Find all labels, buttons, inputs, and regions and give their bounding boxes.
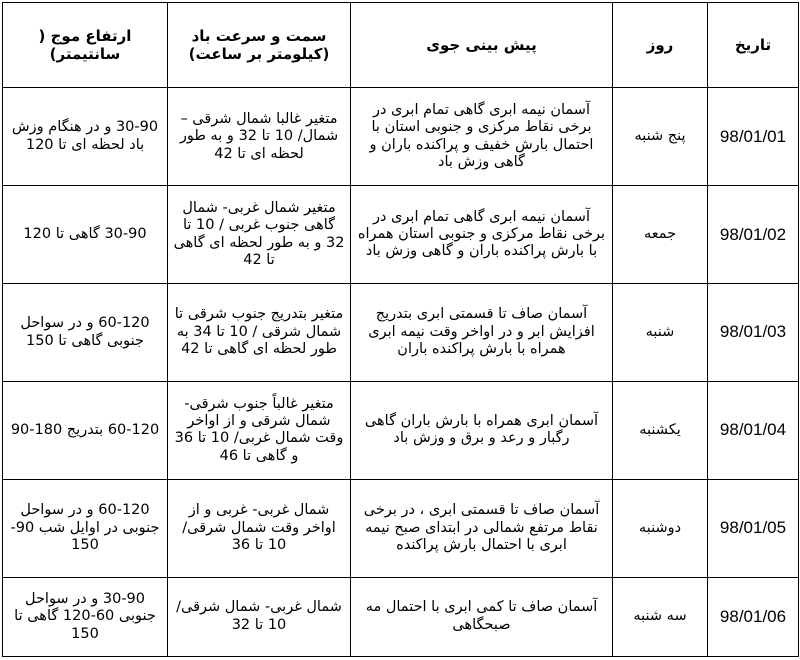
cell-forecast: آسمان صاف تا کمی ابری با احتمال مه صبحگاهی [351, 577, 613, 656]
cell-day: پنج شنبه [613, 88, 708, 186]
cell-wind: متغیر غالباً جنوب شرقی- شمال شرقی و از اواخر وقت شمال غربی/ 10 تا 36 و گاهی تا 46 [168, 381, 351, 479]
cell-day: یکشنبه [613, 381, 708, 479]
cell-forecast: آسمان نیمه ابری گاهی تمام ابری در برخی نقاط مرکزی و جنوبی استان با احتمال بارش خفیف و پراکنده باران و گاهی وزش باد [351, 88, 613, 186]
table-row [3, 381, 799, 479]
cell-wind: متغیر بتدریج جنوب شرقی تا شمال شرقی / 10 تا 34 به طور لحظه ای گاهی تا 42 [168, 284, 351, 382]
cell-forecast: آسمان صاف تا قسمتی ابری ، در برخی نقاط مرتفع شمالی در ابتدای صبح نیمه ابری با احتمال بارش پراکنده [351, 479, 613, 577]
cell-wave: 60-120 و در سواحل جنوبی در اوایل شب 90-150 [3, 479, 168, 577]
cell-date: 98/01/03 [708, 284, 799, 382]
cell-day: سه شنبه [613, 577, 708, 656]
table-row [3, 88, 799, 186]
table-row [3, 479, 799, 577]
weather-forecast-table [2, 2, 799, 657]
header-day: روز [613, 3, 708, 88]
cell-wave: 30-90 و در سواحل جنوبی 60-120 گاهی تا 150 [3, 577, 168, 656]
cell-forecast: آسمان ابری همراه با بارش باران گاهی رگبار و رعد و برق و وزش باد [351, 381, 613, 479]
cell-wave: 60-120 و در سواحل جنوبی گاهی تا 150 [3, 284, 168, 382]
cell-day: شنبه [613, 284, 708, 382]
table-header-row [3, 3, 799, 88]
cell-date: 98/01/01 [708, 88, 799, 186]
header-date: تاریخ [708, 3, 799, 88]
header-wind-unit: (کیلومتر بر ساعت) [188, 45, 330, 64]
cell-date: 98/01/04 [708, 381, 799, 479]
header-wind [168, 3, 351, 88]
cell-wind: شمال غربی- غربی و از اواخر وقت شمال شرقی/ 10 تا 36 [168, 479, 351, 577]
header-wave: ارتفاع موج ( سانتیمتر) [3, 3, 168, 88]
cell-wind: متغیر غالبا شمال شرقی – شمال/ 10 تا 32 و به طور لحظه ای تا 42 [168, 88, 351, 186]
table-row [3, 284, 799, 382]
cell-wind: متغیر شمال غربی- شمال گاهی جنوب غربی / 10 تا 32 و به طور لحظه ای گاهی تا 42 [168, 186, 351, 284]
table-row [3, 186, 799, 284]
cell-wave: 30-90 گاهی تا 120 [3, 186, 168, 284]
header-forecast: پیش بینی جوی [351, 3, 613, 88]
cell-forecast: آسمان صاف تا قسمتی ابری بتدریج افزایش ابر و در اواخر وقت نیمه ابری همراه با بارش پراکنده باران [351, 284, 613, 382]
cell-date: 98/01/05 [708, 479, 799, 577]
cell-forecast: آسمان نیمه ابری گاهی تمام ابری در برخی نقاط مرکزی و جنوبی استان همراه با بارش پراکنده باران و گاهی وزش باد [351, 186, 613, 284]
cell-date: 98/01/02 [708, 186, 799, 284]
cell-date: 98/01/06 [708, 577, 799, 656]
cell-day: دوشنبه [613, 479, 708, 577]
cell-wave: 60-120 بتدریج 180-90 [3, 381, 168, 479]
cell-wave: 30-90 و در هنگام وزش باد لحظه ای تا 120 [3, 88, 168, 186]
header-wind-title: سمت و سرعت باد [191, 27, 327, 46]
cell-day: جمعه [613, 186, 708, 284]
table-row [3, 577, 799, 656]
cell-wind: شمال غربی- شمال شرقی/ 10 تا 32 [168, 577, 351, 656]
